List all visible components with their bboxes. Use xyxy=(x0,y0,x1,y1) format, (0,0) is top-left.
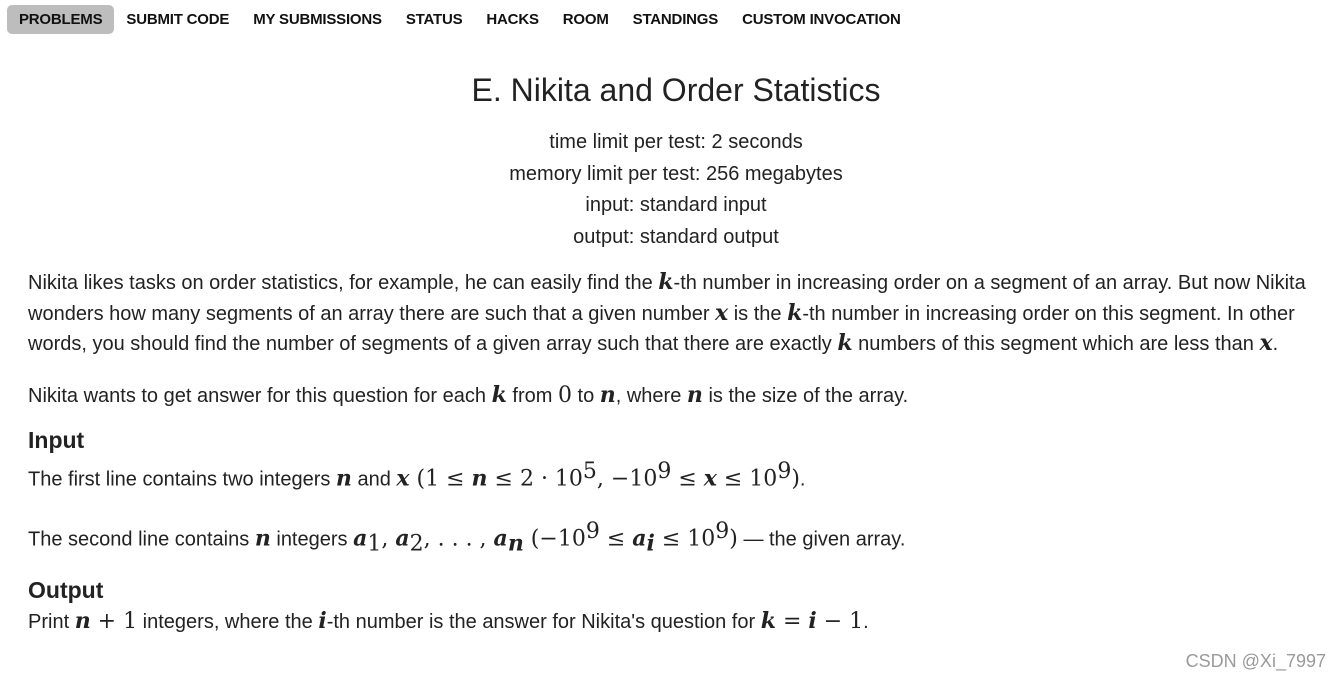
math-i: i xyxy=(808,608,817,635)
math-a: a xyxy=(353,525,368,552)
math-k: k xyxy=(658,269,674,295)
math-constraint: ) xyxy=(729,526,738,552)
math-constraint: ) xyxy=(791,466,800,492)
math-constraint: ≤ 2 · 10 xyxy=(487,466,583,492)
text: Nikita likes tasks on order statistics, for example, he can easily find the xyxy=(28,272,659,294)
math-i: i xyxy=(318,608,327,635)
text: integers xyxy=(270,528,354,551)
output-type: output: standard output xyxy=(573,225,779,248)
input-line-1 xyxy=(28,457,1318,495)
nav-hacks[interactable]: HACKS xyxy=(486,11,539,28)
math-subscript: n xyxy=(507,530,524,557)
text: numbers of this segment which are less than xyxy=(852,333,1260,355)
math-x: x xyxy=(703,465,717,492)
nav-problems[interactable]: PROBLEMS xyxy=(7,5,114,34)
text: Print xyxy=(28,611,75,634)
math-exponent: 9 xyxy=(777,459,792,484)
nav-standings[interactable]: STANDINGS xyxy=(632,11,719,28)
output-line-1 xyxy=(28,607,1318,638)
math-sep: , xyxy=(381,526,396,552)
text: and xyxy=(351,468,397,491)
math-exponent: 9 xyxy=(657,459,672,484)
math-k: k xyxy=(837,330,853,356)
text: is the size of the array. xyxy=(702,384,909,407)
math-n: n xyxy=(686,381,703,408)
math-constraint: ≤ 10 xyxy=(654,526,716,552)
nav-status[interactable]: STATUS xyxy=(405,11,463,28)
math-x: x xyxy=(715,299,729,326)
statement-paragraph-2 xyxy=(28,381,1318,412)
text: . xyxy=(799,468,806,491)
math-constraint: ≤ xyxy=(671,466,704,492)
math-subscript: i xyxy=(646,530,655,557)
math-constraint: (1 ≤ xyxy=(409,466,472,492)
math-expr: − 1 xyxy=(816,609,864,635)
math-zero: 0 xyxy=(557,382,572,408)
math-constraint: ≤ xyxy=(599,526,633,552)
memory-limit: memory limit per test: 256 megabytes xyxy=(509,162,843,185)
problem-statement xyxy=(28,268,1318,638)
problem-title: E. Nikita and Order Statistics xyxy=(471,72,881,108)
math-exponent: 9 xyxy=(715,519,730,545)
math-k: k xyxy=(491,381,507,408)
math-n: n xyxy=(599,381,616,408)
text: The first line contains two integers xyxy=(28,468,336,491)
output-heading: Output xyxy=(28,577,104,604)
text: integers, where the xyxy=(137,611,319,634)
text: — the given array. xyxy=(737,528,906,551)
math-k: k xyxy=(760,608,776,635)
time-limit: time limit per test: 2 seconds xyxy=(549,131,803,153)
math-n: n xyxy=(74,608,91,635)
text: . xyxy=(863,611,869,634)
input-line-2 xyxy=(28,517,1318,559)
statement-paragraph-1 xyxy=(28,268,1318,360)
input-heading: Input xyxy=(28,427,85,453)
nav-room[interactable]: ROOM xyxy=(562,11,609,28)
text: is the xyxy=(728,302,788,325)
nav-submit-code[interactable]: SUBMIT CODE xyxy=(126,11,230,28)
math-subscript: 2 xyxy=(409,531,424,557)
math-sep: , . . . , xyxy=(423,526,494,552)
math-exponent: 9 xyxy=(585,519,600,545)
math-constraint: ≤ 10 xyxy=(716,466,778,492)
math-a: a xyxy=(493,525,508,552)
nav-custom-invocation[interactable]: CUSTOM INVOCATION xyxy=(742,11,901,28)
nav-my-submissions[interactable]: MY SUBMISSIONS xyxy=(253,11,382,28)
math-expr: = xyxy=(775,609,809,635)
math-constraint: (−10 xyxy=(523,526,586,552)
math-n: n xyxy=(471,465,488,492)
math-constraint: , −10 xyxy=(596,466,658,492)
text: Nikita wants to get answer for this question for each xyxy=(28,384,492,407)
math-n: n xyxy=(254,525,271,552)
text: -th number in increasing order on a segment of an array. But now Nikita wonders how many segments of an array there are such that a given number xyxy=(28,272,1306,325)
math-x: x xyxy=(1259,330,1273,356)
top-navigation xyxy=(7,4,913,35)
watermark: CSDN @Xi_7997 xyxy=(1185,651,1326,671)
input-type: input: standard input xyxy=(585,194,767,216)
math-expr: + 1 xyxy=(90,609,138,635)
text: , where xyxy=(615,384,687,407)
problem-header xyxy=(0,70,1340,253)
math-x: x xyxy=(396,465,410,492)
text: . xyxy=(1272,333,1279,355)
text: to xyxy=(571,384,600,407)
text: -th number is the answer for Nikita's question for xyxy=(326,611,761,634)
math-k: k xyxy=(787,299,803,326)
math-a: a xyxy=(632,525,647,552)
text: -th number in increasing order on this segment. In other words, you should find the number of segments of a given array such that there are exactly xyxy=(28,302,1295,355)
math-a: a xyxy=(395,525,410,552)
text: The second line contains xyxy=(28,528,255,551)
math-subscript: 1 xyxy=(367,531,382,557)
math-exponent: 5 xyxy=(582,459,597,484)
text: from xyxy=(506,384,558,407)
math-n: n xyxy=(335,465,352,492)
